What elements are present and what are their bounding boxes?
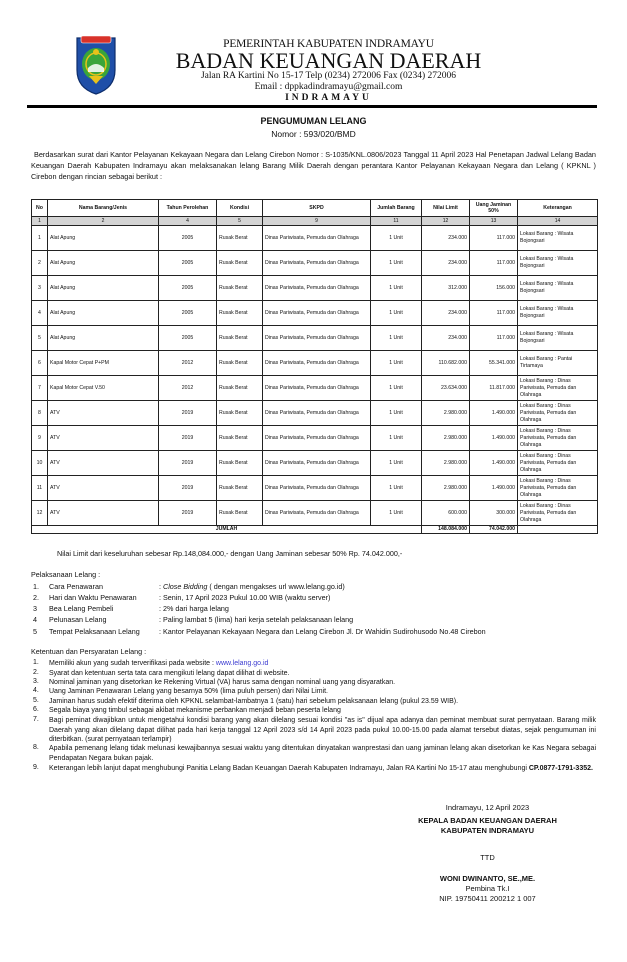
item-body: Segala biaya yang timbul sebagai akibat mekanisme perbankan menjadi beban peserta lelang xyxy=(49,707,341,714)
cell-kondisi: Rusak Berat xyxy=(217,476,263,501)
cell-jumlah: 1 Unit xyxy=(371,501,422,526)
cell-keterangan: Lokasi Barang : Dinas Pariwisata, Pemuda dan Olahraga xyxy=(518,376,598,401)
cell-jumlah: 1 Unit xyxy=(371,451,422,476)
value-italic: Close Bidding xyxy=(163,582,208,591)
signature-place-date: Indramayu, 12 April 2023 xyxy=(445,803,530,812)
item-number: 5. xyxy=(33,697,39,704)
cell-no: 2 xyxy=(32,251,48,276)
item-number: 6. xyxy=(33,706,39,713)
cell-limit: 600.000 xyxy=(422,501,470,526)
cell-kondisi: Rusak Berat xyxy=(217,426,263,451)
cell-tahun: 2019 xyxy=(159,401,217,426)
cell-kondisi: Rusak Berat xyxy=(217,451,263,476)
table-row xyxy=(32,326,598,351)
cell-jaminan: 156.000 xyxy=(470,276,518,301)
item-number: 3. xyxy=(33,678,39,685)
total-row xyxy=(32,526,598,534)
cell-limit: 2.980.000 xyxy=(422,401,470,426)
cell-jaminan: 300.000 xyxy=(470,501,518,526)
item-number: 4 xyxy=(33,615,37,624)
cell-jumlah: 1 Unit xyxy=(371,351,422,376)
item-number: 5 xyxy=(33,627,37,636)
cell-keterangan: Lokasi Barang : Wisata Bojongsari xyxy=(518,301,598,326)
signature-position-line2: KABUPATEN INDRAMAYU xyxy=(440,826,535,835)
total-empty xyxy=(518,526,598,534)
cell-jumlah: 1 Unit xyxy=(371,301,422,326)
header-jumlah: Jumlah Barang xyxy=(371,200,422,217)
cell-kondisi: Rusak Berat xyxy=(217,401,263,426)
cell-tahun: 2005 xyxy=(159,326,217,351)
cell-kondisi: Rusak Berat xyxy=(217,251,263,276)
cell-skpd: Dinas Pariwisata, Pemuda dan Olahraga xyxy=(263,351,371,376)
cell-no: 10 xyxy=(32,451,48,476)
table-header-row xyxy=(32,200,598,217)
cell-jaminan: 117.000 xyxy=(470,326,518,351)
cell-skpd: Dinas Pariwisata, Pemuda dan Olahraga xyxy=(263,251,371,276)
cell-limit: 2.980.000 xyxy=(422,451,470,476)
cell-skpd: Dinas Pariwisata, Pemuda dan Olahraga xyxy=(263,426,371,451)
cell-kondisi: Rusak Berat xyxy=(217,276,263,301)
cell-keterangan: Lokasi Barang : Dinas Pariwisata, Pemuda dan Olahraga xyxy=(518,401,598,426)
cell-tahun: 2005 xyxy=(159,226,217,251)
header-no: No xyxy=(32,200,48,217)
header-jaminan: Uang Jaminan 50% xyxy=(470,200,518,217)
header-skpd: SKPD xyxy=(263,200,371,217)
value-prefix: : xyxy=(159,582,163,591)
cell-keterangan: Lokasi Barang : Wisata Bojongsari xyxy=(518,226,598,251)
item-number: 4. xyxy=(33,687,39,694)
summary-text: Nilai Limit dari keseluruhan sebesar Rp.148,084.000,- dengan Uang Jaminan sebesar 50% Rp. 74.042.000,- xyxy=(57,549,403,558)
cell-limit: 234.000 xyxy=(422,326,470,351)
cell-jaminan: 1.490.000 xyxy=(470,426,518,451)
document-number: Nomor : 593/020/BMD xyxy=(271,129,356,139)
cell-no: 12 xyxy=(32,501,48,526)
cell-no: 7 xyxy=(32,376,48,401)
cell-skpd: Dinas Pariwisata, Pemuda dan Olahraga xyxy=(263,276,371,301)
item-label: Hari dan Waktu Penawaran xyxy=(49,593,137,602)
cell-no: 5 xyxy=(32,326,48,351)
item-body: Bagi peminat diwajibkan untuk mengetahui kondisi barang yang akan dilelang sesuai kondisi "as is" dijual apa adanya dan peminat membuat surat pernyataan. Barang milik Daerah yang akan dilelang dapat dilihat pada hari kerja tanggal 12 April 2023 s/d 14 April 2023 pada pukul 10.00-15.00 pada alamat tersebut diatas, sejak pengumuman ini diterbitkan. (surat pernyataan terlampir) xyxy=(49,717,596,743)
colnum: 14 xyxy=(518,217,598,226)
header-limit: Nilai Limit xyxy=(422,200,470,217)
cell-keterangan: Lokasi Barang : Dinas Pariwisata, Pemuda dan Olahraga xyxy=(518,501,598,526)
item-label: Pelunasan Lelang xyxy=(49,615,107,624)
cell-tahun: 2005 xyxy=(159,251,217,276)
cell-jaminan: 1.490.000 xyxy=(470,476,518,501)
colnum: 9 xyxy=(263,217,371,226)
item-label: Tempat Pelaksanaan Lelang xyxy=(49,627,140,636)
signatory-name: WONI DWINANTO, SE.,ME. xyxy=(439,874,536,883)
value-prefix: : xyxy=(159,604,163,613)
table-row xyxy=(32,276,598,301)
total-label: JUMLAH xyxy=(32,526,422,534)
item-text xyxy=(49,716,596,745)
cell-jumlah: 1 Unit xyxy=(371,401,422,426)
item-text xyxy=(49,706,596,716)
item-text xyxy=(49,659,596,669)
signature-position-line1: KEPALA BADAN KEUANGAN DAERAH xyxy=(418,816,557,825)
table-row xyxy=(32,301,598,326)
cell-jaminan: 11.817.000 xyxy=(470,376,518,401)
value-prefix: : xyxy=(159,627,163,636)
cell-skpd: Dinas Pariwisata, Pemuda dan Olahraga xyxy=(263,226,371,251)
document-title: PENGUMUMAN LELANG xyxy=(260,116,367,126)
item-value xyxy=(159,615,353,624)
letterhead-divider xyxy=(27,105,597,108)
item-body: Apabila pemenang lelang tidak melunasi kewajibannya sesuai waktu yang ditentukan dinyatakan wanprestasi dan uang jaminan lelang akan disetorkan ke Kas Negara sebagai Pendapatan Negara bukan pajak. xyxy=(49,745,596,762)
cell-limit: 234.000 xyxy=(422,226,470,251)
cell-keterangan: Lokasi Barang : Dinas Pariwisata, Pemuda dan Olahraga xyxy=(518,451,598,476)
cell-no: 6 xyxy=(32,351,48,376)
header-keterangan: Keterangan xyxy=(518,200,598,217)
cell-no: 1 xyxy=(32,226,48,251)
cell-jaminan: 117.000 xyxy=(470,226,518,251)
item-body: Syarat dan ketentuan serta tata cara mengikuti lelang dapat dilihat di website. xyxy=(49,670,290,677)
item-value xyxy=(159,582,345,591)
header-tahun: Tahun Perolehan xyxy=(159,200,217,217)
cell-nama: Alat Apung xyxy=(48,226,159,251)
cell-jumlah: 1 Unit xyxy=(371,426,422,451)
cell-skpd: Dinas Pariwisata, Pemuda dan Olahraga xyxy=(263,451,371,476)
value-text: Paling lambat 5 (lima) hari kerja setelah pelaksanaan lelang xyxy=(163,615,354,624)
total-jaminan: 74.042.000 xyxy=(470,526,518,534)
cell-tahun: 2012 xyxy=(159,351,217,376)
item-number: 3 xyxy=(33,604,37,613)
item-body: Nominal jaminan yang disetorkan ke Rekening Virtual (VA) harus sama dengan nominal uang yang disyaratkan. xyxy=(49,679,396,686)
item-number: 1. xyxy=(33,659,39,666)
agency-city: INDRAMAYU xyxy=(285,93,372,103)
cell-no: 4 xyxy=(32,301,48,326)
column-number-row xyxy=(32,217,598,226)
item-value xyxy=(159,593,330,602)
cell-nama: ATV xyxy=(48,501,159,526)
item-number: 7. xyxy=(33,716,39,723)
signatory-rank: Pembina Tk.I xyxy=(465,884,510,893)
cell-nama: ATV xyxy=(48,426,159,451)
item-value xyxy=(159,627,486,636)
total-limit: 148.084.000 xyxy=(422,526,470,534)
cell-nama: ATV xyxy=(48,476,159,501)
table-row xyxy=(32,401,598,426)
cell-kondisi: Rusak Berat xyxy=(217,376,263,401)
cell-no: 9 xyxy=(32,426,48,451)
signature-ttd: TTD xyxy=(480,853,495,862)
ketentuan-heading: Ketentuan dan Persyaratan Lelang : xyxy=(31,647,147,656)
cell-nama: Alat Apung xyxy=(48,326,159,351)
cell-jumlah: 1 Unit xyxy=(371,251,422,276)
cell-limit: 23.634.000 xyxy=(422,376,470,401)
cell-jumlah: 1 Unit xyxy=(371,376,422,401)
item-number: 9. xyxy=(33,764,39,771)
cell-jumlah: 1 Unit xyxy=(371,476,422,501)
table-row xyxy=(32,226,598,251)
cell-kondisi: Rusak Berat xyxy=(217,301,263,326)
intro-paragraph: Berdasarkan surat dari Kantor Pelayanan Kekayaan Negara dan Lelang Cirebon Nomor : S-1035/KNL.0806/2023 Tanggal 11 April 2023 Hal Penetapan Jadwal Lelang Badan Keuangan Daerah Kabupaten Indramayu akan melaksanakan lelang Barang Milik Daerah dengan perantara Kantor Pelayanan Kekayaan Negara dan Lelang ( KPKNL ) Cirebon dengan rincian sebagai berikut : xyxy=(31,150,596,181)
item-body: Memiliki akun yang sudah terverifikasi pada website : xyxy=(49,660,216,667)
colnum: 5 xyxy=(217,217,263,226)
cell-no: 11 xyxy=(32,476,48,501)
item-label: Cara Penawaran xyxy=(49,582,103,591)
value-text: Senin, 17 April 2023 Pukul 10.00 WIB (waktu server) xyxy=(163,593,331,602)
agency-email: Email : dppkadindramayu@gmail.com xyxy=(254,82,403,92)
item-body: Keterangan lebih lanjut dapat menghubungi Panitia Lelang Badan Keuangan Daerah Kabupaten Indramayu, Jalan RA Kartini No 15-17 atau menghubungi xyxy=(49,765,529,772)
signatory-nip: NIP. 19750411 200212 1 007 xyxy=(439,894,536,903)
government-name: PEMERINTAH KABUPATEN INDRAMAYU xyxy=(223,38,434,50)
ketentuan-list xyxy=(31,659,596,799)
cell-limit: 234.000 xyxy=(422,251,470,276)
value-text: 2% dari harga lelang xyxy=(163,604,229,613)
cell-jaminan: 55.341.000 xyxy=(470,351,518,376)
item-body: Uang Jaminan Penawaran Lelang yang besarnya 50% (lima puluh persen) dari Nilai Limit. xyxy=(49,688,328,695)
table-row xyxy=(32,376,598,401)
value-prefix: : xyxy=(159,615,163,624)
cell-tahun: 2012 xyxy=(159,376,217,401)
item-label: Bea Lelang Pembeli xyxy=(49,604,114,613)
cell-no: 3 xyxy=(32,276,48,301)
colnum: 2 xyxy=(48,217,159,226)
cell-no: 8 xyxy=(32,401,48,426)
cell-nama: Alat Apung xyxy=(48,301,159,326)
value-text: ( dengan mengakses url www.lelang.go.id) xyxy=(207,582,345,591)
cell-jumlah: 1 Unit xyxy=(371,326,422,351)
colnum: 4 xyxy=(159,217,217,226)
cell-tahun: 2019 xyxy=(159,501,217,526)
item-text xyxy=(49,764,596,774)
cell-skpd: Dinas Pariwisata, Pemuda dan Olahraga xyxy=(263,476,371,501)
cell-skpd: Dinas Pariwisata, Pemuda dan Olahraga xyxy=(263,401,371,426)
cell-skpd: Dinas Pariwisata, Pemuda dan Olahraga xyxy=(263,301,371,326)
cell-nama: ATV xyxy=(48,451,159,476)
colnum: 1 xyxy=(32,217,48,226)
table-row xyxy=(32,426,598,451)
cell-limit: 110.682.000 xyxy=(422,351,470,376)
contact-phone: CP.0877-1791-3352. xyxy=(528,765,593,772)
cell-nama: Kapal Motor Cepat V.50 xyxy=(48,376,159,401)
cell-jumlah: 1 Unit xyxy=(371,276,422,301)
cell-skpd: Dinas Pariwisata, Pemuda dan Olahraga xyxy=(263,326,371,351)
cell-keterangan: Lokasi Barang : Dinas Pariwisata, Pemuda dan Olahraga xyxy=(518,476,598,501)
cell-nama: Alat Apung xyxy=(48,251,159,276)
item-text xyxy=(49,687,596,697)
value-prefix: : xyxy=(159,593,163,602)
pelaksanaan-heading: Pelaksanaan Lelang : xyxy=(31,570,101,579)
cell-limit: 312.000 xyxy=(422,276,470,301)
table-row xyxy=(32,251,598,276)
item-text xyxy=(49,744,596,763)
colnum: 11 xyxy=(371,217,422,226)
agency-address: Jalan RA Kartini No 15-17 Telp (0234) 272006 Fax (0234) 272006 xyxy=(200,71,457,81)
auction-items-table xyxy=(31,199,598,534)
cell-tahun: 2019 xyxy=(159,451,217,476)
item-number: 2. xyxy=(33,593,39,602)
cell-jaminan: 1.490.000 xyxy=(470,401,518,426)
cell-kondisi: Rusak Berat xyxy=(217,326,263,351)
item-value xyxy=(159,604,229,613)
cell-keterangan: Lokasi Barang : Dinas Pariwisata, Pemuda dan Olahraga xyxy=(518,426,598,451)
colnum: 12 xyxy=(422,217,470,226)
cell-kondisi: Rusak Berat xyxy=(217,351,263,376)
pelaksanaan-list xyxy=(31,582,601,642)
value-text: Kantor Pelayanan Kekayaan Negara dan Lelang Cirebon Jl. Dr Wahidin Sudirohusodo No.48 Cirebon xyxy=(163,627,486,636)
cell-nama: Alat Apung xyxy=(48,276,159,301)
cell-jaminan: 117.000 xyxy=(470,251,518,276)
table-row xyxy=(32,476,598,501)
cell-limit: 234.000 xyxy=(422,301,470,326)
cell-keterangan: Lokasi Barang : Pantai Tirtamaya xyxy=(518,351,598,376)
cell-keterangan: Lokasi Barang : Wisata Bojongsari xyxy=(518,276,598,301)
agency-name: BADAN KEUANGAN DAERAH xyxy=(175,48,482,73)
cell-jaminan: 117.000 xyxy=(470,301,518,326)
cell-tahun: 2019 xyxy=(159,476,217,501)
cell-skpd: Dinas Pariwisata, Pemuda dan Olahraga xyxy=(263,501,371,526)
item-number: 8. xyxy=(33,744,39,751)
cell-keterangan: Lokasi Barang : Wisata Bojongsari xyxy=(518,251,598,276)
cell-jumlah: 1 Unit xyxy=(371,226,422,251)
table-row xyxy=(32,501,598,526)
cell-limit: 2.980.000 xyxy=(422,426,470,451)
cell-jaminan: 1.490.000 xyxy=(470,451,518,476)
cell-kondisi: Rusak Berat xyxy=(217,501,263,526)
item-number: 2. xyxy=(33,669,39,676)
item-body: Jaminan harus sudah efektif diterima oleh KPKNL selambat-lambatnya 1 (satu) hari sebelum pelaksanaan lelang (pukul 23.59 WIB). xyxy=(49,698,459,705)
cell-keterangan: Lokasi Barang : Wisata Bojongsari xyxy=(518,326,598,351)
table-row xyxy=(32,451,598,476)
header-nama: Nama Barang/Jenis xyxy=(48,200,159,217)
colnum: 13 xyxy=(470,217,518,226)
lelang-website-link[interactable]: www.lelang.go.id xyxy=(215,660,269,667)
header-kondisi: Kondisi xyxy=(217,200,263,217)
item-number: 1. xyxy=(33,582,39,591)
cell-limit: 2.980.000 xyxy=(422,476,470,501)
cell-tahun: 2005 xyxy=(159,276,217,301)
cell-skpd: Dinas Pariwisata, Pemuda dan Olahraga xyxy=(263,376,371,401)
cell-tahun: 2019 xyxy=(159,426,217,451)
table-row xyxy=(32,351,598,376)
cell-nama: Kapal Motor Cepat P+PM xyxy=(48,351,159,376)
cell-kondisi: Rusak Berat xyxy=(217,226,263,251)
cell-tahun: 2005 xyxy=(159,301,217,326)
cell-nama: ATV xyxy=(48,401,159,426)
